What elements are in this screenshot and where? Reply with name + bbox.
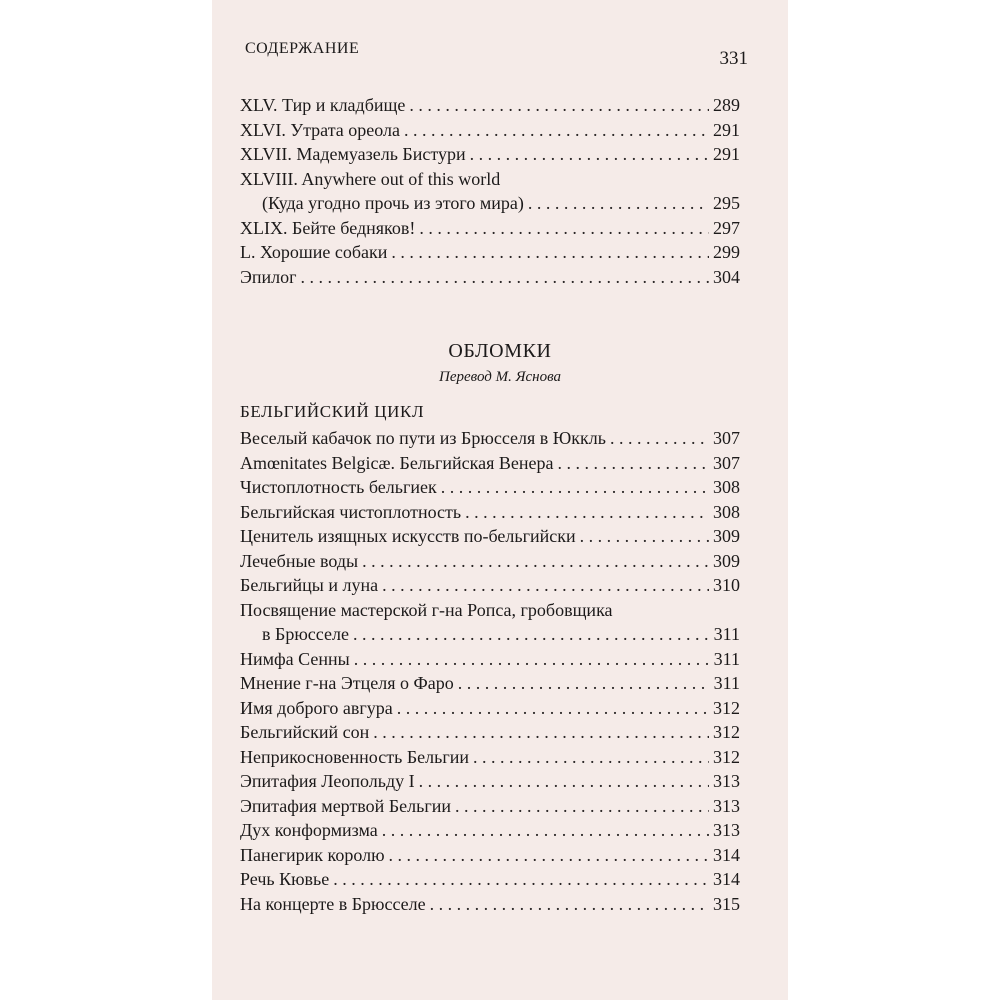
toc-entry-page: 312 (713, 746, 740, 767)
toc-entry-page: 308 (713, 501, 740, 522)
page-number: 331 (719, 48, 748, 69)
dot-leader (557, 451, 709, 476)
toc-entry-title: Веселый кабачок по пути из Брюсселя в Юккль (240, 428, 606, 448)
dot-leader (333, 867, 709, 892)
toc-entry-page: 314 (713, 844, 740, 865)
dot-leader (391, 240, 709, 265)
translator-credit: Перевод М. Яснова (439, 369, 561, 385)
toc-entry (240, 142, 740, 167)
dot-leader (301, 265, 709, 290)
dot-leader (473, 745, 709, 770)
toc-entry-page: 311 (713, 624, 740, 644)
toc-entry (240, 867, 740, 892)
toc-entry-title: XLVI. Утрата ореола (240, 119, 400, 140)
toc-entry-page: 314 (713, 869, 740, 889)
toc-entry (240, 794, 740, 819)
toc-entry (240, 426, 740, 451)
toc-entry-page: 307 (713, 428, 740, 448)
toc-entry-title: XLVII. Мадемуазель Бистури (240, 144, 466, 164)
toc-entry-page: 309 (713, 550, 740, 571)
toc-entry-page: 312 (713, 722, 740, 742)
toc-entry-title: Эпилог (240, 266, 297, 287)
toc-entry-page: 311 (713, 673, 740, 693)
toc-entry-page: 291 (713, 144, 740, 164)
toc-entry (240, 118, 740, 143)
toc-entry-page: 299 (713, 242, 740, 262)
toc-entry-title: Панегирик королю (240, 844, 385, 865)
toc-entry-title: Эпитафия Леопольду I (240, 771, 415, 791)
toc-entry-page: 310 (713, 575, 740, 595)
toc-entry-title: Неприкосновенность Бельгии (240, 746, 469, 767)
dot-leader (610, 426, 709, 451)
toc-entry-page: 312 (713, 697, 740, 718)
toc-entry (240, 216, 740, 241)
dot-leader (409, 93, 709, 118)
toc-entry (240, 818, 740, 843)
toc-entry (240, 598, 740, 647)
toc-entry (240, 892, 740, 917)
dot-leader (404, 118, 709, 143)
toc-entry-page: 313 (713, 820, 740, 840)
toc-entry-page: 313 (713, 795, 740, 816)
toc-entry-page: 311 (713, 648, 740, 669)
toc-entry-title: Речь Кювье (240, 869, 330, 889)
toc-entry-title: XLIX. Бейте бедняков! (240, 217, 416, 238)
toc-entry-page: 315 (713, 893, 740, 914)
toc-entry (240, 240, 740, 265)
section-title: ОБЛОМКИ (448, 340, 552, 362)
toc-entry-title: Бельгийская чистоплотность (240, 501, 462, 522)
dot-leader (419, 216, 709, 241)
toc-entry-title: (Куда угодно прочь из этого мира) (262, 193, 524, 213)
dot-leader (580, 524, 709, 549)
running-title: СОДЕРЖАНИЕ (245, 40, 360, 57)
subsection-title: БЕЛЬГИЙСКИЙ ЦИКЛ (240, 402, 425, 421)
toc-entry-title: L. Хорошие собаки (240, 242, 388, 262)
toc-entry (240, 720, 740, 745)
dot-leader (465, 500, 709, 525)
book-page (212, 0, 788, 1000)
toc-entry-page: 304 (713, 266, 740, 287)
toc-entry-title: Бельгийский сон (240, 722, 370, 742)
toc-entry-page: 295 (713, 193, 740, 213)
toc-entry (240, 524, 740, 549)
toc-entry (240, 696, 740, 721)
dot-leader (441, 475, 709, 500)
toc-list-top (240, 93, 740, 289)
toc-entry (240, 475, 740, 500)
dot-leader (455, 794, 709, 819)
toc-entry-title: Лечебные воды (240, 550, 359, 571)
toc-entry-page: 309 (713, 526, 740, 546)
toc-entry-title: Чистоплотность бельгиек (240, 477, 437, 497)
toc-entry-page: 308 (713, 477, 740, 497)
toc-entry-title: Дух конформизма (240, 820, 378, 840)
toc-list-bottom (240, 426, 740, 916)
toc-entry (240, 671, 740, 696)
toc-entry (240, 647, 740, 672)
toc-entry (240, 265, 740, 290)
dot-leader (458, 671, 710, 696)
toc-entry-title: Ценитель изящных искусств по-бельгийски (240, 526, 576, 546)
dot-leader (373, 720, 709, 745)
toc-entry-title: Нимфа Сенны (240, 648, 350, 669)
toc-entry-title-first-line: Посвящение мастерской г-на Ропса, гробовщика (240, 599, 613, 620)
dot-leader (419, 769, 709, 794)
toc-entry-title: в Брюсселе (262, 624, 349, 644)
dot-leader (389, 843, 709, 868)
toc-entry (240, 769, 740, 794)
toc-entry-title: XLV. Тир и кладбище (240, 95, 406, 115)
dot-leader (528, 191, 709, 216)
toc-entry-page: 291 (713, 119, 740, 140)
dot-leader (382, 818, 709, 843)
toc-entry-title-first-line: XLVIII. Anywhere out of this world (240, 168, 501, 189)
dot-leader (430, 892, 709, 917)
dot-leader (362, 549, 709, 574)
dot-leader (353, 622, 710, 647)
toc-entry-title: Мнение г-на Этцеля о Фаро (240, 673, 454, 693)
dot-leader (397, 696, 709, 721)
toc-entry (240, 500, 740, 525)
dot-leader (382, 573, 709, 598)
toc-entry-title: На концерте в Брюсселе (240, 893, 426, 914)
dot-leader (354, 647, 710, 672)
toc-entry-title: Бельгийцы и луна (240, 575, 379, 595)
toc-entry-page: 297 (713, 217, 740, 238)
toc-entry-title: Эпитафия мертвой Бельгии (240, 795, 451, 816)
toc-entry-page: 289 (713, 95, 740, 115)
toc-entry (240, 451, 740, 476)
toc-entry (240, 843, 740, 868)
toc-entry-title: Имя доброго авгура (240, 697, 393, 718)
toc-entry-page: 307 (713, 452, 740, 473)
toc-entry (240, 93, 740, 118)
toc-entry-page: 313 (713, 771, 740, 791)
toc-entry (240, 549, 740, 574)
toc-entry (240, 167, 740, 216)
toc-entry-title: Amœnitates Belgicæ. Бельгийская Венера (240, 452, 554, 473)
toc-entry (240, 745, 740, 770)
toc-entry (240, 573, 740, 598)
dot-leader (470, 142, 709, 167)
